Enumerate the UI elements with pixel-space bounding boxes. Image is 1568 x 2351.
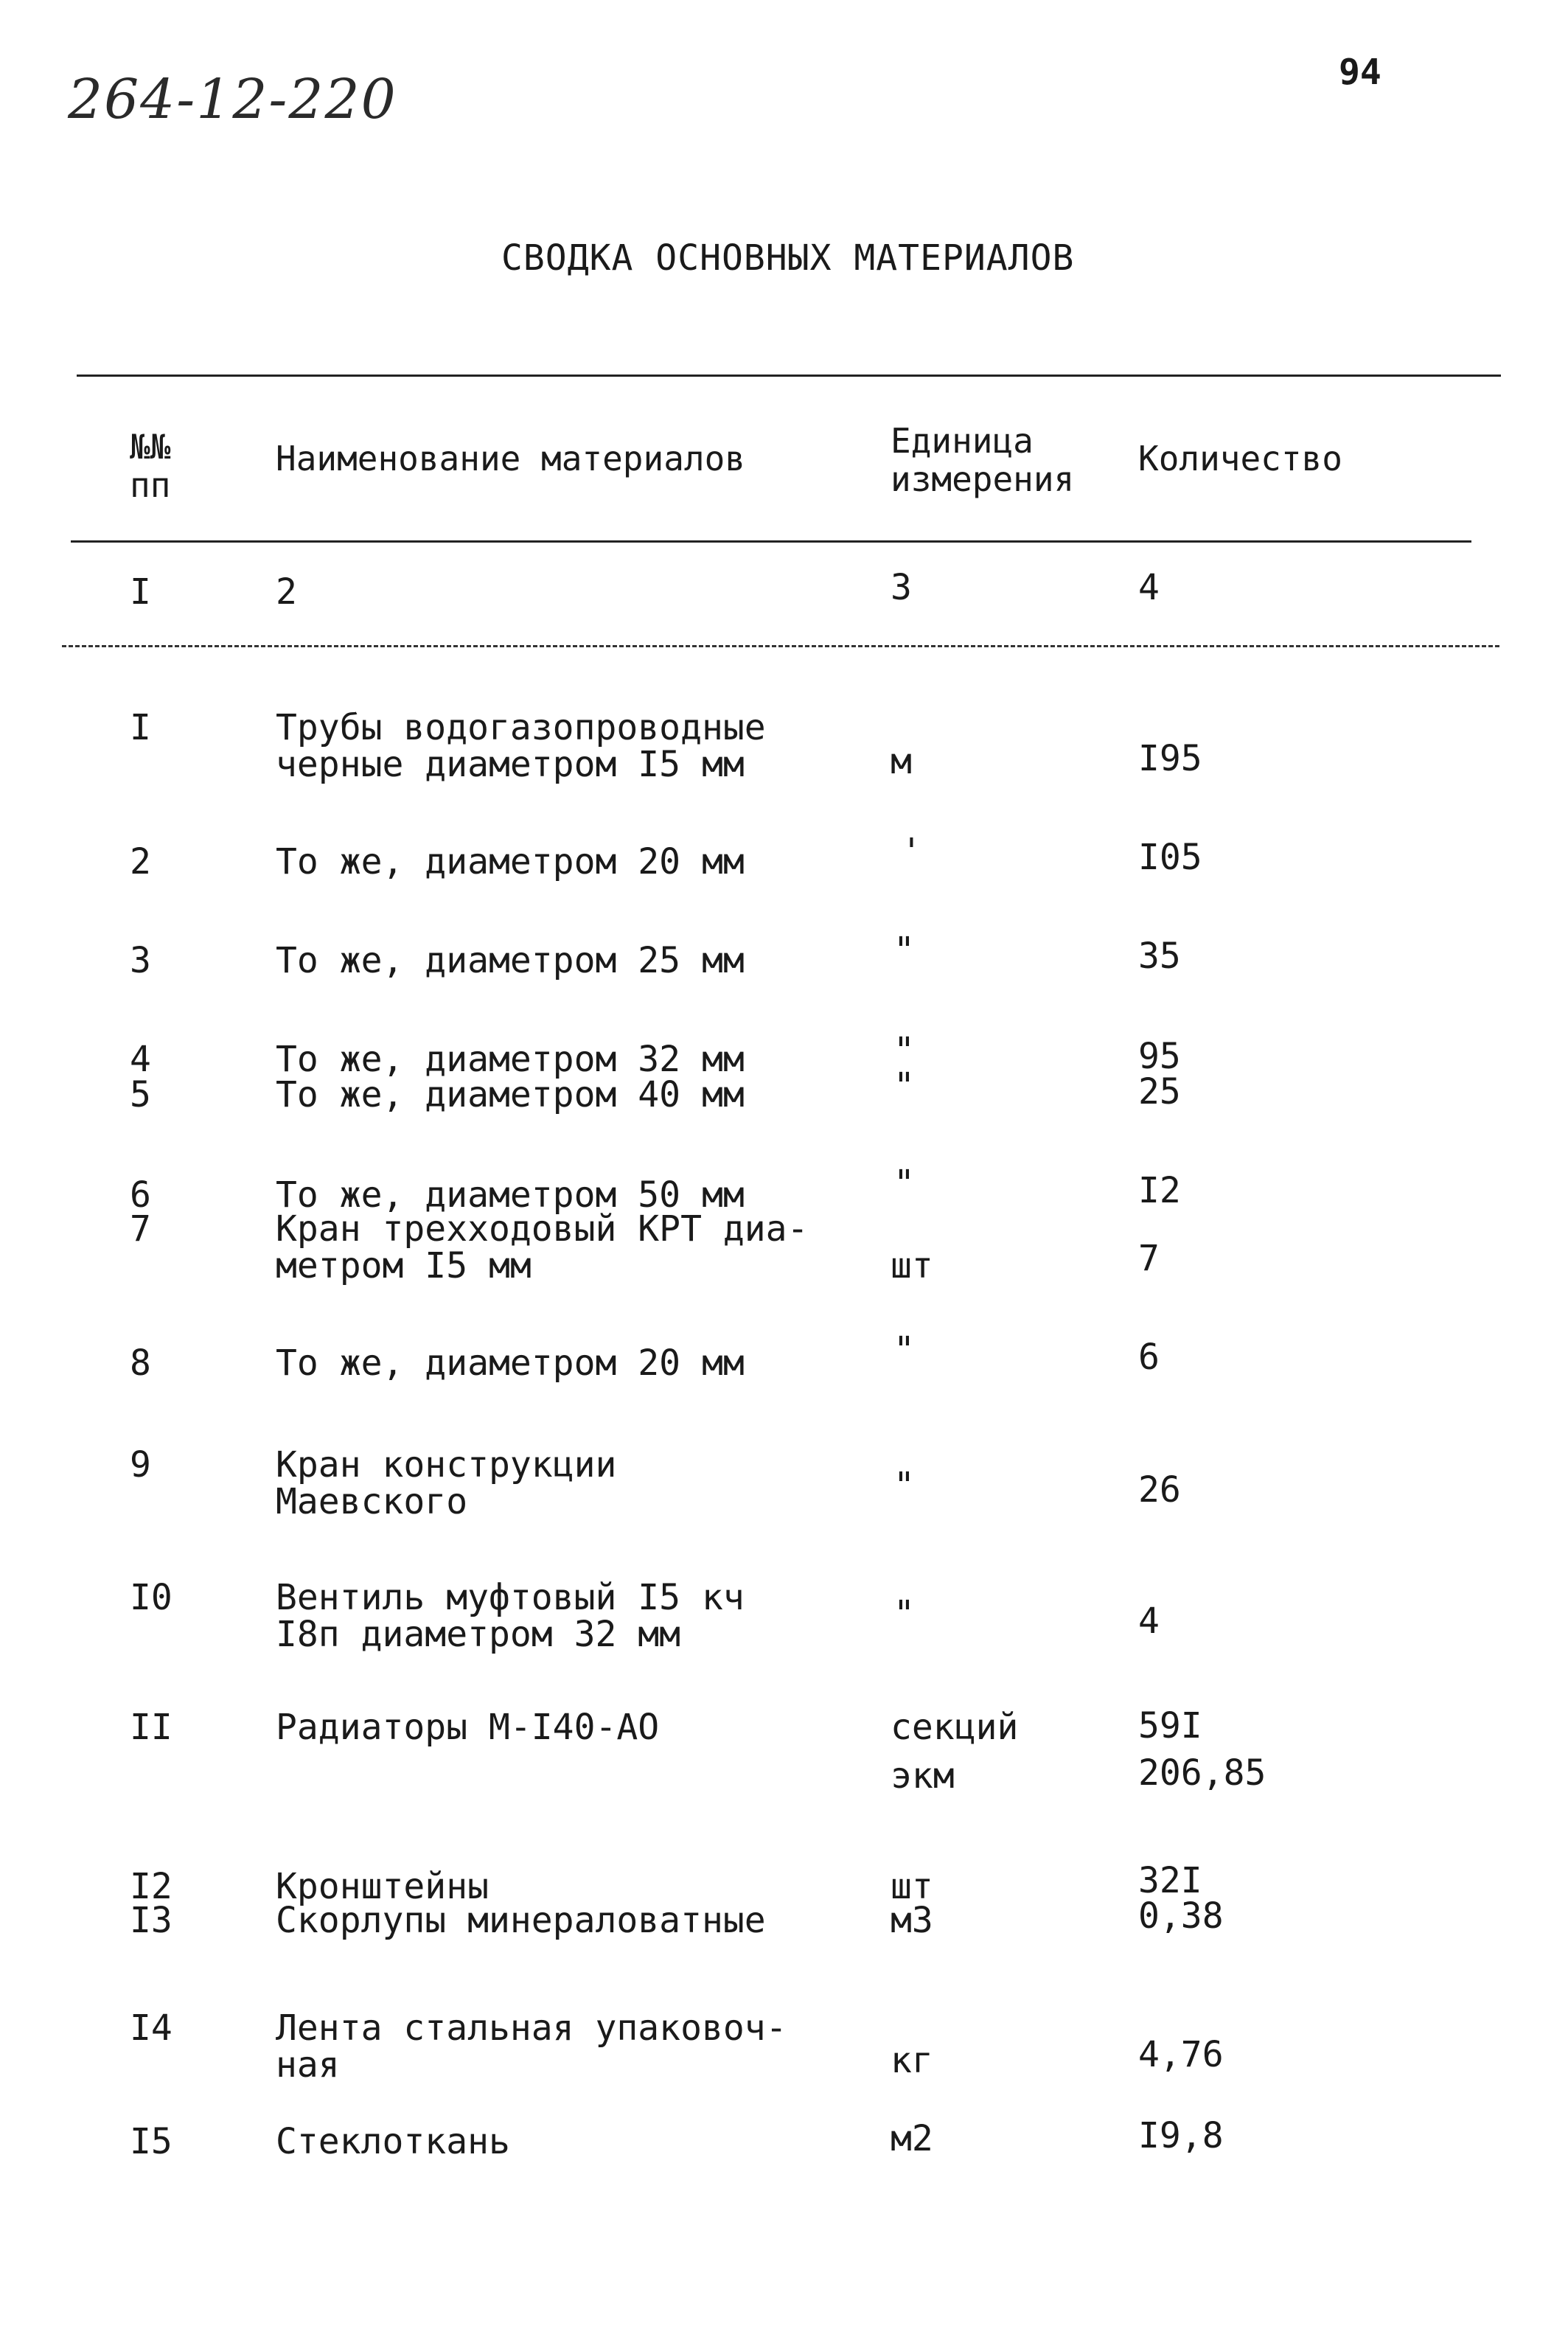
row-num: 9	[130, 1444, 151, 1486]
row-num: 8	[130, 1342, 151, 1384]
row-num: 6	[130, 1174, 151, 1216]
column-number-4: 4	[1138, 567, 1160, 608]
row-unit: "	[893, 930, 915, 971]
row-qty: 0,38	[1138, 1895, 1224, 1937]
page-title: СВОДКА ОСНОВНЫХ МАТЕРИАЛОВ	[501, 237, 1075, 279]
header-unit-line-2: измерения	[891, 459, 1075, 499]
row-name-line: Вентиль муфтовый I5 кч	[276, 1577, 745, 1618]
row-num: I0	[130, 1577, 173, 1618]
row-name	[276, 1208, 809, 1286]
row-qty: 7	[1138, 1238, 1160, 1279]
row-qty: 6	[1138, 1337, 1160, 1378]
header-num	[130, 428, 170, 504]
row-qty: 4,76	[1138, 2034, 1224, 2075]
row-num: I	[130, 707, 151, 748]
row-unit: шт	[891, 1245, 933, 1286]
row-name: То же, диаметром 20 мм	[276, 1342, 745, 1384]
row-name-line: черные диаметром I5 мм	[276, 744, 745, 785]
row-name: Скорлупы минераловатные	[276, 1900, 766, 1941]
row-qty: 35	[1138, 936, 1181, 977]
row-num: I3	[130, 1900, 173, 1941]
row-unit: "	[893, 1465, 915, 1506]
row-unit: м	[891, 741, 912, 782]
row-qty: 206,85	[1138, 1752, 1266, 1794]
page-number: 94	[1339, 52, 1381, 93]
column-numbers-rule	[62, 645, 1499, 647]
row-num: 7	[130, 1208, 151, 1250]
header-unit-line-1: Единица	[891, 421, 1034, 461]
row-name	[276, 2007, 787, 2086]
row-name-line: метром I5 мм	[276, 1245, 532, 1286]
row-qty: 59I	[1138, 1705, 1202, 1746]
row-name-line: I8п диаметром 32 мм	[276, 1614, 681, 1655]
row-qty: 95	[1138, 1036, 1181, 1077]
header-num-line-1: №№	[130, 427, 171, 467]
column-number-2: 2	[276, 571, 297, 613]
row-name	[276, 709, 766, 783]
document-code: 264-12-220	[68, 68, 397, 131]
row-qty: I95	[1138, 738, 1202, 779]
row-name-line: Трубы водогазопроводные	[276, 707, 766, 748]
row-unit: "	[893, 1030, 915, 1071]
header-qty: Количество	[1138, 439, 1342, 478]
row-qty: 26	[1138, 1469, 1181, 1511]
row-name: То же, диаметром 50 мм	[276, 1174, 745, 1216]
header-name: Наименование материалов	[276, 439, 745, 478]
row-qty: I05	[1138, 837, 1202, 878]
row-num: II	[130, 1707, 173, 1748]
row-name: Стеклоткань	[276, 2121, 510, 2162]
row-unit: "	[893, 1593, 915, 1634]
row-num: 3	[130, 940, 151, 981]
row-num: 2	[130, 841, 151, 882]
row-name: Радиаторы М-I40-АО	[276, 1707, 660, 1748]
row-unit: м3	[891, 1900, 933, 1941]
row-name: То же, диаметром 20 мм	[276, 841, 745, 882]
row-name-line: Лента стальная упаковоч-	[276, 2007, 787, 2049]
header-unit	[891, 422, 1074, 498]
row-name-line: Кран трехходовый КРТ диа-	[276, 1208, 809, 1250]
row-unit: "	[893, 1065, 915, 1107]
table-top-rule	[77, 375, 1501, 377]
row-name	[276, 1446, 616, 1520]
column-number-3: 3	[891, 567, 912, 608]
row-unit: м2	[891, 2118, 933, 2159]
column-number-1: I	[130, 571, 151, 613]
row-name	[276, 1579, 745, 1653]
row-qty: 25	[1138, 1071, 1181, 1112]
row-num: I5	[130, 2121, 173, 2162]
row-unit: "	[893, 1163, 915, 1204]
header-bottom-rule	[71, 540, 1471, 543]
row-qty: I9,8	[1138, 2115, 1224, 2156]
row-num: I4	[130, 2007, 173, 2049]
row-name: То же, диаметром 25 мм	[276, 940, 745, 981]
row-unit: экм	[891, 1755, 955, 1797]
row-unit: секций	[891, 1707, 1019, 1748]
row-unit: "	[893, 1329, 915, 1370]
row-num: I2	[130, 1866, 173, 1907]
row-qty: 4	[1138, 1601, 1160, 1642]
row-num: 4	[130, 1039, 151, 1080]
row-unit: кг	[891, 2040, 933, 2081]
row-name-line: Кран конструкции	[276, 1444, 617, 1486]
row-unit: '	[901, 831, 922, 872]
row-name-line: ная	[276, 2044, 340, 2086]
row-unit: шт	[891, 1866, 933, 1907]
row-name-line: Маевского	[276, 1481, 468, 1522]
header-num-line-2: пп	[130, 465, 171, 505]
row-qty: I2	[1138, 1170, 1181, 1211]
row-num: 5	[130, 1074, 151, 1115]
row-name: Кронштейны	[276, 1866, 489, 1907]
row-qty: 32I	[1138, 1860, 1202, 1901]
row-name: То же, диаметром 32 мм	[276, 1039, 745, 1080]
row-name: То же, диаметром 40 мм	[276, 1074, 745, 1115]
